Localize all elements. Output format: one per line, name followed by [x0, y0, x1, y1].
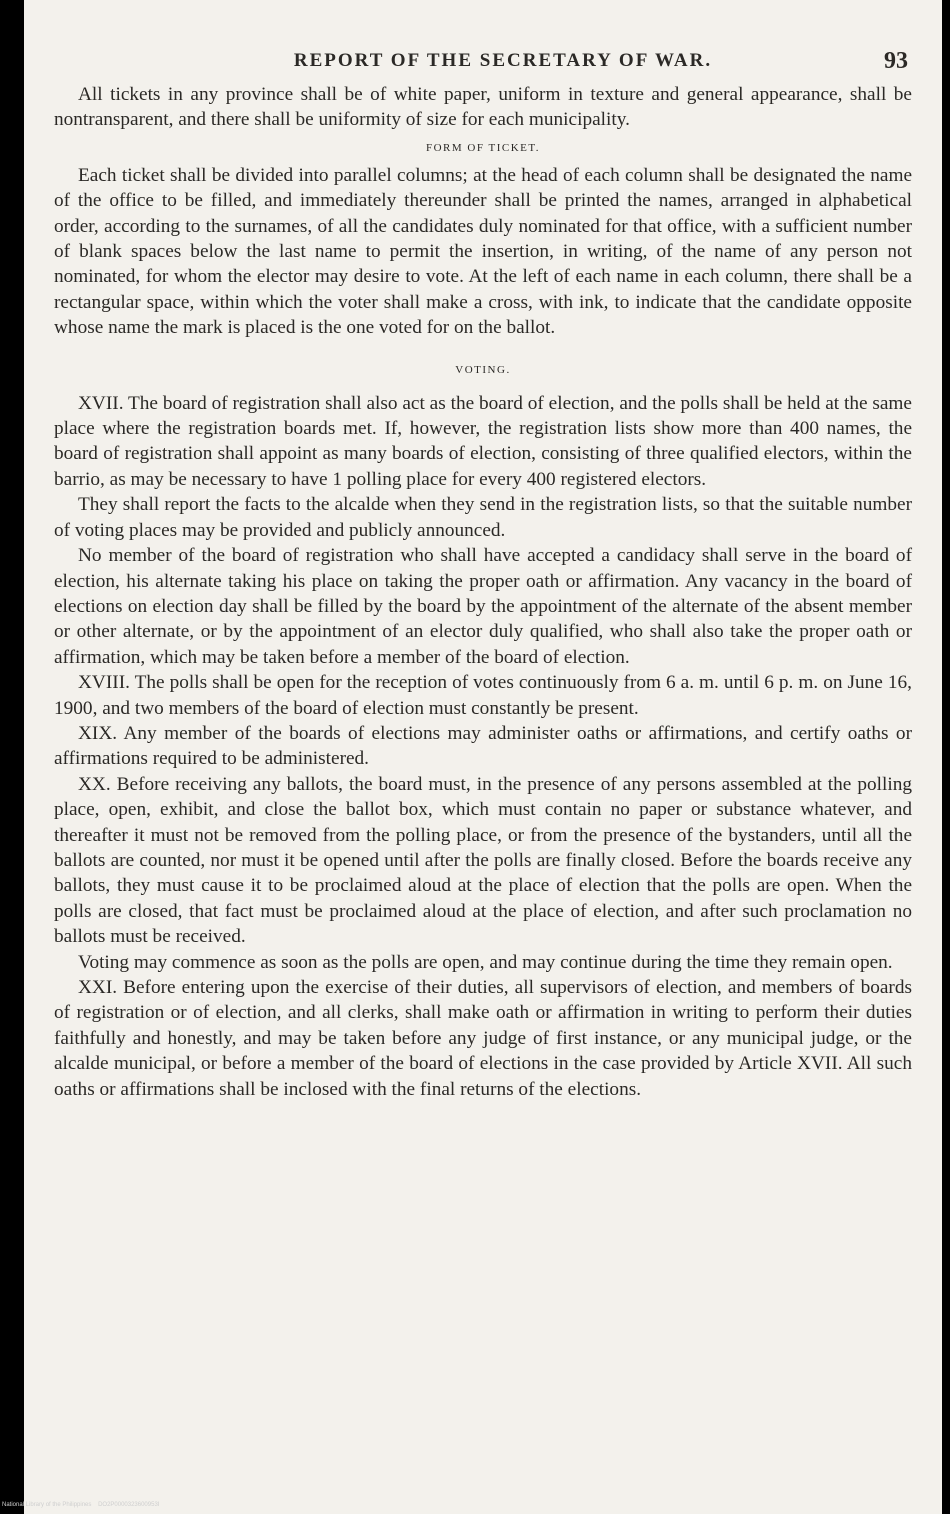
form-of-ticket-paragraph: Each ticket shall be divided into parallel columns; at the head of each column shall be designated the name of the office to be filled, and immediately thereunder shall be printed the names, arranged in alphabetical order, according to the surnames, of all the candidates duly nominated for that office, with a sufficient number of blank spaces below the last name to permit the insertion, in writing, of the name of any person not nominated, for whom the elector may desire to vote. At the left of each name in each column, there shall be a rectangular space, within which the voter shall make a cross, with ink, to indicate that the candidate opposite whose name the mark is placed is the one voted for on the ballot.: [54, 164, 912, 339]
running-head: REPORT OF THE SECRETARY OF WAR.: [293, 50, 713, 71]
page-content: [54, 40, 912, 1102]
page-number: 93: [884, 48, 908, 74]
article-xix-paragraph: XIX. Any member of the boards of elections may administer oaths or affirmations, and certify oaths or affirmations required to be administered.: [54, 722, 912, 770]
article-xxi-paragraph: XXI. Before entering upon the exercise of their duties, all supervisors of election, and members of boards of registration or of election, and all clerks, shall make oath or affirmation in writing to perform their duties faithfully and honestly, and may be taken before any judge of first instance, or any municipal judge, or the alcalde municipal, or before a member of the board of elections in the case provided by Article XVII. All such oaths or affirmations shall be inclosed with the final returns of the elections.: [54, 977, 912, 1100]
voting-heading: VOTING.: [455, 363, 511, 376]
voting-commence-paragraph: Voting may commence as soon as the polls are open, and may continue during the time they remain open.: [78, 951, 893, 973]
voting-section: [54, 391, 912, 1102]
form-of-ticket-heading: FORM OF TICKET.: [425, 141, 541, 154]
candidacy-paragraph: No member of the board of registration who shall have accepted a candidacy shall serve in the board of election, his alternate taking his place on taking the proper oath or affirmation. Any vacancy in the board of elections on election day shall be filled by the board by the appointment of the alternate of the absent member or other alternate, or by the appointment of an elector duly qualified, who shall also take the proper oath or affirmation, which may be taken before a member of the board of election.: [54, 545, 912, 668]
intro-paragraph: All tickets in any province shall be of white paper, uniform in texture and general appearance, shall be nontransparent, and there shall be uniformity of size for each municipality.: [54, 84, 912, 131]
article-xvii-paragraph: XVII. The board of registration shall also act as the board of election, and the polls shall be held at the same place where the registration boards met. If, however, the registration lists show more than 400 names, the board of registration shall appoint as many boards of election, consisting of three qualified electors, within the barrio, as may be necessary to have 1 polling place for every 400 registered electors.: [54, 392, 912, 490]
article-xviii-paragraph: XVIII. The polls shall be open for the reception of votes continuously from 6 a. m. until 6 p. m. on June 16, 1900, and two members of the board of election must constantly be present.: [54, 672, 912, 719]
footer-reference: DO2P0000323600953I: [98, 1502, 160, 1508]
document-page: [24, 0, 942, 1514]
report-facts-paragraph: They shall report the facts to the alcalde when they send in the registration lists, so that the suitable number of voting places may be provided and publicly announced.: [54, 494, 912, 541]
article-xx-paragraph: XX. Before receiving any ballots, the board must, in the presence of any persons assembled at the polling place, open, exhibit, and close the ballot box, which must contain no paper or substance whatever, and thereafter it must not be removed from the polling place, or from the presence of the bystanders, until all the ballots are counted, nor must it be opened until after the polls are finally closed. Before the boards receive any ballots, they must cause it to be proclaimed aloud at the place of election that the polls are open. When the polls are closed, that fact must be proclaimed aloud at the place of election, and after such proclamation no ballots must be received.: [54, 773, 912, 948]
page-header: [54, 40, 912, 82]
footer-source: National Library of the Philippines: [2, 1502, 92, 1508]
scan-footer: [0, 1496, 950, 1514]
